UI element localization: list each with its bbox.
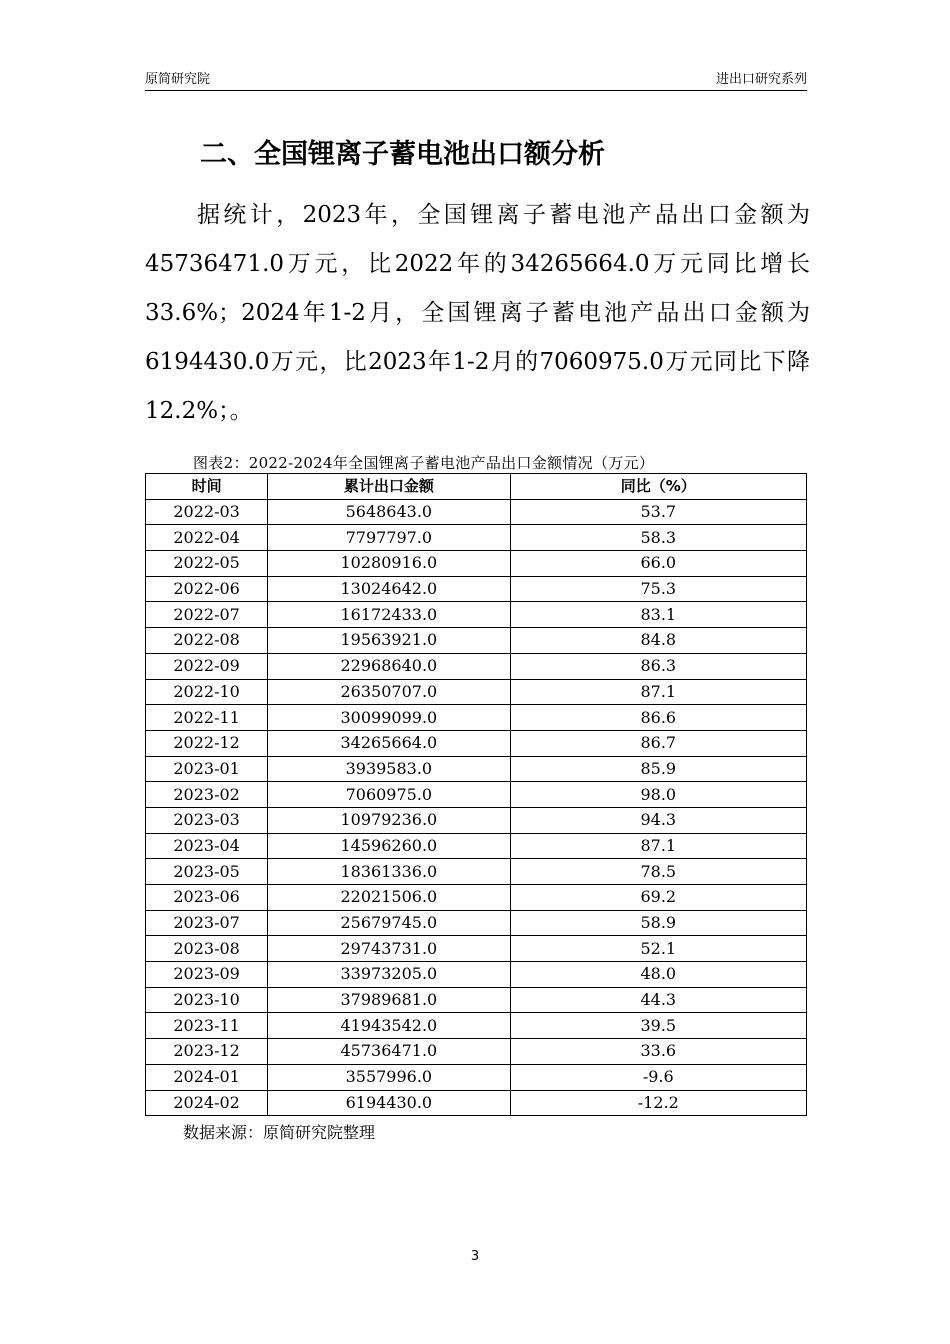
cell-time: 2023-11 [146, 1013, 268, 1039]
cell-yoy: 58.9 [510, 910, 806, 936]
table-row [146, 525, 807, 551]
table-row [146, 628, 807, 654]
cell-yoy: 86.3 [510, 653, 806, 679]
cell-time: 2023-07 [146, 910, 268, 936]
cell-time: 2024-02 [146, 1090, 268, 1116]
table-row [146, 807, 807, 833]
cell-cumulative-export: 3557996.0 [268, 1064, 510, 1090]
cell-time: 2022-08 [146, 628, 268, 654]
cell-yoy: 48.0 [510, 962, 806, 988]
table-row [146, 885, 807, 911]
cell-yoy: 58.3 [510, 525, 806, 551]
cell-yoy: -9.6 [510, 1064, 806, 1090]
table-row [146, 1064, 807, 1090]
cell-yoy: -12.2 [510, 1090, 806, 1116]
cell-cumulative-export: 5648643.0 [268, 499, 510, 525]
cell-cumulative-export: 26350707.0 [268, 679, 510, 705]
cell-cumulative-export: 7060975.0 [268, 782, 510, 808]
data-source-note: 数据来源：原简研究院整理 [183, 1123, 376, 1142]
header-org-name: 原简研究院 [145, 72, 211, 87]
table-row [146, 962, 807, 988]
cell-time: 2023-04 [146, 833, 268, 859]
cell-cumulative-export: 22021506.0 [268, 885, 510, 911]
cell-time: 2023-10 [146, 987, 268, 1013]
cell-cumulative-export: 6194430.0 [268, 1090, 510, 1116]
table-row [146, 499, 807, 525]
cell-time: 2022-03 [146, 499, 268, 525]
cell-time: 2023-08 [146, 936, 268, 962]
cell-cumulative-export: 3939583.0 [268, 756, 510, 782]
cell-cumulative-export: 14596260.0 [268, 833, 510, 859]
table-row [146, 679, 807, 705]
cell-cumulative-export: 7797797.0 [268, 525, 510, 551]
cell-cumulative-export: 18361336.0 [268, 859, 510, 885]
cell-yoy: 98.0 [510, 782, 806, 808]
cell-yoy: 52.1 [510, 936, 806, 962]
section-title: 二、全国锂离子蓄电池出口额分析 [200, 139, 605, 170]
cell-time: 2022-12 [146, 730, 268, 756]
cell-cumulative-export: 22968640.0 [268, 653, 510, 679]
table-row [146, 936, 807, 962]
table-row [146, 859, 807, 885]
cell-time: 2023-02 [146, 782, 268, 808]
table-row [146, 551, 807, 577]
cell-yoy: 53.7 [510, 499, 806, 525]
cell-yoy: 33.6 [510, 1039, 806, 1065]
export-data-table [145, 473, 807, 1116]
cell-time: 2024-01 [146, 1064, 268, 1090]
cell-cumulative-export: 10979236.0 [268, 807, 510, 833]
cell-cumulative-export: 25679745.0 [268, 910, 510, 936]
cell-time: 2023-03 [146, 807, 268, 833]
table-row [146, 1090, 807, 1116]
cell-cumulative-export: 19563921.0 [268, 628, 510, 654]
cell-time: 2022-10 [146, 679, 268, 705]
cell-cumulative-export: 34265664.0 [268, 730, 510, 756]
table-header-row [146, 474, 807, 500]
cell-cumulative-export: 10280916.0 [268, 551, 510, 577]
cell-yoy: 85.9 [510, 756, 806, 782]
cell-time: 2022-04 [146, 525, 268, 551]
cell-cumulative-export: 37989681.0 [268, 987, 510, 1013]
cell-cumulative-export: 33973205.0 [268, 962, 510, 988]
table-row [146, 1039, 807, 1065]
cell-yoy: 69.2 [510, 885, 806, 911]
table-row [146, 833, 807, 859]
cell-time: 2022-07 [146, 602, 268, 628]
header-cumulative-export: 累计出口金额 [268, 474, 510, 500]
cell-time: 2023-12 [146, 1039, 268, 1065]
cell-yoy: 87.1 [510, 833, 806, 859]
cell-cumulative-export: 41943542.0 [268, 1013, 510, 1039]
header-time: 时间 [146, 474, 268, 500]
table-caption: 图表2：2022-2024年全国锂离子蓄电池产品出口金额情况（万元） [193, 454, 655, 472]
table-row [146, 910, 807, 936]
table-row [146, 576, 807, 602]
cell-yoy: 86.6 [510, 705, 806, 731]
cell-yoy: 87.1 [510, 679, 806, 705]
cell-cumulative-export: 16172433.0 [268, 602, 510, 628]
cell-time: 2023-01 [146, 756, 268, 782]
cell-yoy: 83.1 [510, 602, 806, 628]
cell-time: 2022-06 [146, 576, 268, 602]
cell-yoy: 84.8 [510, 628, 806, 654]
cell-time: 2023-09 [146, 962, 268, 988]
cell-yoy: 44.3 [510, 987, 806, 1013]
cell-cumulative-export: 30099099.0 [268, 705, 510, 731]
page-number: 3 [470, 1249, 480, 1264]
table-row [146, 987, 807, 1013]
header-series-name: 进出口研究系列 [715, 72, 807, 87]
cell-yoy: 86.7 [510, 730, 806, 756]
cell-time: 2022-05 [146, 551, 268, 577]
cell-yoy: 78.5 [510, 859, 806, 885]
cell-cumulative-export: 29743731.0 [268, 936, 510, 962]
table-row [146, 756, 807, 782]
cell-time: 2022-11 [146, 705, 268, 731]
page-header [145, 66, 807, 91]
cell-time: 2023-05 [146, 859, 268, 885]
cell-time: 2022-09 [146, 653, 268, 679]
cell-yoy: 39.5 [510, 1013, 806, 1039]
table-row [146, 1013, 807, 1039]
table-body [146, 499, 807, 1116]
table-row [146, 730, 807, 756]
body-paragraph: 据统计，2023年，全国锂离子蓄电池产品出口金额为45736471.0万元，比2022年的34265664.0万元同比增长33.6%；2024年1-2月，全国锂离子蓄电池产品出口金额为6194430.0万元，比2023年1-2月的7060975.0万元同比下降12.2%；。 [145, 202, 810, 424]
cell-yoy: 66.0 [510, 551, 806, 577]
cell-cumulative-export: 13024642.0 [268, 576, 510, 602]
cell-time: 2023-06 [146, 885, 268, 911]
header-yoy: 同比（%） [510, 474, 806, 500]
table-row [146, 782, 807, 808]
table-row [146, 705, 807, 731]
cell-cumulative-export: 45736471.0 [268, 1039, 510, 1065]
table-row [146, 653, 807, 679]
table-row [146, 602, 807, 628]
cell-yoy: 94.3 [510, 807, 806, 833]
cell-yoy: 75.3 [510, 576, 806, 602]
